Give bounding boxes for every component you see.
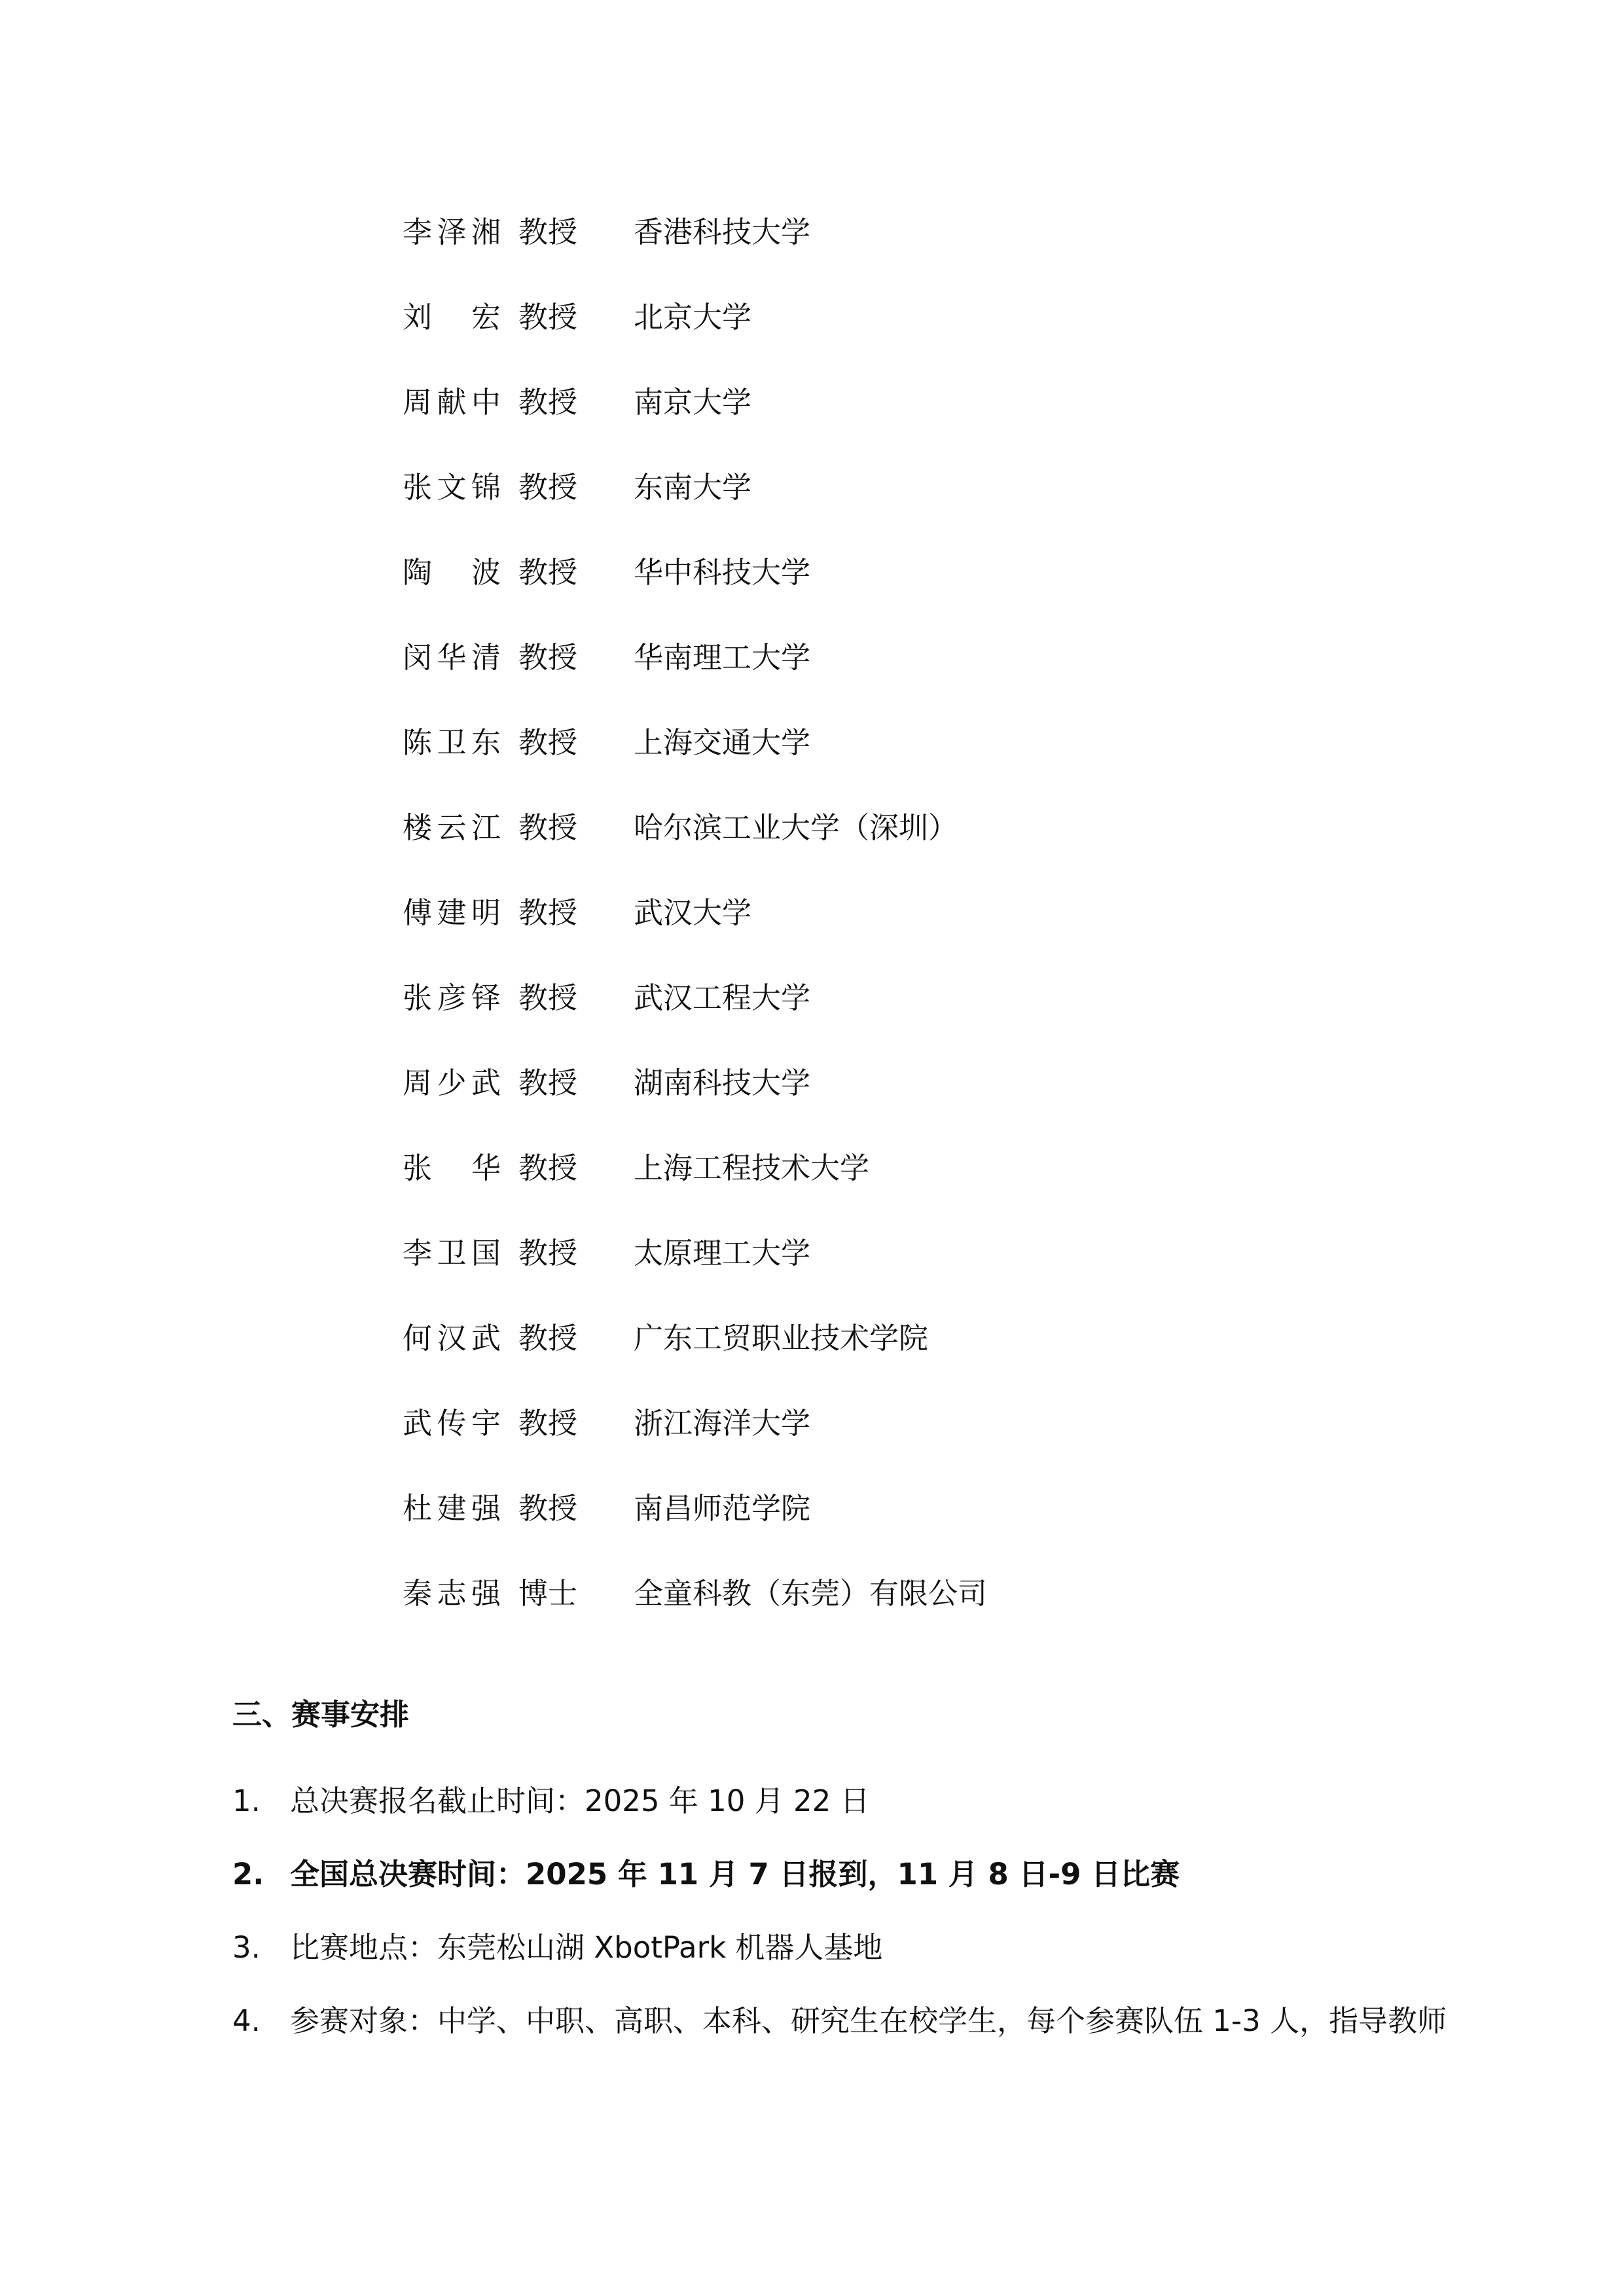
member-title: 教授 — [518, 1406, 578, 1441]
member-name: 武传宇 — [403, 1406, 501, 1441]
member-org: 哈尔滨工业大学（深圳） — [634, 810, 958, 845]
committee-row — [0, 632, 1624, 684]
member-org: 全童科教（东莞）有限公司 — [634, 1576, 988, 1611]
member-title: 教授 — [518, 810, 578, 845]
member-name: 张彦铎 — [403, 980, 501, 1015]
member-org: 湖南科技大学 — [634, 1066, 811, 1100]
committee-row — [0, 376, 1624, 429]
item-number: 3. — [232, 1930, 261, 1965]
committee-row — [0, 887, 1624, 939]
member-title: 博士 — [518, 1576, 578, 1611]
item-text: 全国总决赛时间：2025 年 11 月 7 日报到，11 月 8 日-9 日比赛 — [290, 1857, 1180, 1892]
member-title: 教授 — [518, 385, 578, 420]
committee-row — [0, 547, 1624, 599]
member-org: 香港科技大学 — [634, 215, 811, 249]
member-name: 傅建明 — [403, 895, 501, 930]
member-title: 教授 — [518, 640, 578, 675]
member-name: 楼云江 — [403, 810, 501, 845]
member-title: 教授 — [518, 1151, 578, 1185]
item-number: 1. — [232, 1784, 261, 1818]
member-name: 杜建强 — [403, 1491, 501, 1526]
member-title: 教授 — [518, 1491, 578, 1526]
member-org: 武汉工程大学 — [634, 980, 811, 1015]
member-name: 刘宏 — [403, 300, 501, 334]
committee-row — [0, 1227, 1624, 1280]
committee-row — [0, 1057, 1624, 1109]
member-org: 华中科技大学 — [634, 555, 811, 590]
committee-row — [0, 1397, 1624, 1450]
committee-row — [0, 972, 1624, 1024]
member-name: 周少武 — [403, 1066, 501, 1100]
member-org: 广东工贸职业技术学院 — [634, 1321, 929, 1355]
member-name: 张华 — [403, 1151, 501, 1185]
member-org: 南京大学 — [634, 385, 752, 420]
member-title: 教授 — [518, 725, 578, 760]
member-title: 教授 — [518, 300, 578, 334]
member-title: 教授 — [518, 555, 578, 590]
committee-row — [0, 461, 1624, 514]
member-org: 南昌师范学院 — [634, 1491, 811, 1526]
item-number: 4. — [232, 2003, 261, 2038]
committee-row — [0, 1312, 1624, 1365]
committee-row — [0, 802, 1624, 854]
section-heading: 三、赛事安排 — [232, 1697, 410, 1732]
member-org: 上海工程技术大学 — [634, 1151, 870, 1185]
committee-row — [0, 1142, 1624, 1194]
member-org: 太原理工大学 — [634, 1236, 811, 1270]
committee-row — [0, 291, 1624, 344]
member-title: 教授 — [518, 980, 578, 1015]
committee-row — [0, 1482, 1624, 1535]
member-name: 李卫国 — [403, 1236, 501, 1270]
member-org: 东南大学 — [634, 470, 752, 505]
committee-row — [0, 717, 1624, 769]
member-name: 李泽湘 — [403, 215, 501, 249]
member-org: 武汉大学 — [634, 895, 752, 930]
member-name: 张文锦 — [403, 470, 501, 505]
member-name: 秦志强 — [403, 1576, 501, 1611]
item-number: 2. — [232, 1857, 264, 1892]
member-name: 陈卫东 — [403, 725, 501, 760]
member-org: 浙江海洋大学 — [634, 1406, 811, 1441]
member-org: 华南理工大学 — [634, 640, 811, 675]
member-org: 北京大学 — [634, 300, 752, 334]
member-title: 教授 — [518, 470, 578, 505]
member-name: 周献中 — [403, 385, 501, 420]
member-title: 教授 — [518, 895, 578, 930]
member-title: 教授 — [518, 1066, 578, 1100]
item-text: 比赛地点：东莞松山湖 XbotPark 机器人基地 — [290, 1930, 883, 1965]
member-org: 上海交通大学 — [634, 725, 811, 760]
committee-row — [0, 1568, 1624, 1620]
item-text: 参赛对象：中学、中职、高职、本科、研究生在校学生，每个参赛队伍 1-3 人，指导教师 — [290, 2003, 1447, 2038]
member-title: 教授 — [518, 1236, 578, 1270]
member-name: 何汉武 — [403, 1321, 501, 1355]
member-title: 教授 — [518, 1321, 578, 1355]
item-text: 总决赛报名截止时间：2025 年 10 月 22 日 — [290, 1784, 870, 1818]
member-name: 陶波 — [403, 555, 501, 590]
member-name: 闵华清 — [403, 640, 501, 675]
member-title: 教授 — [518, 215, 578, 249]
committee-row — [0, 206, 1624, 259]
